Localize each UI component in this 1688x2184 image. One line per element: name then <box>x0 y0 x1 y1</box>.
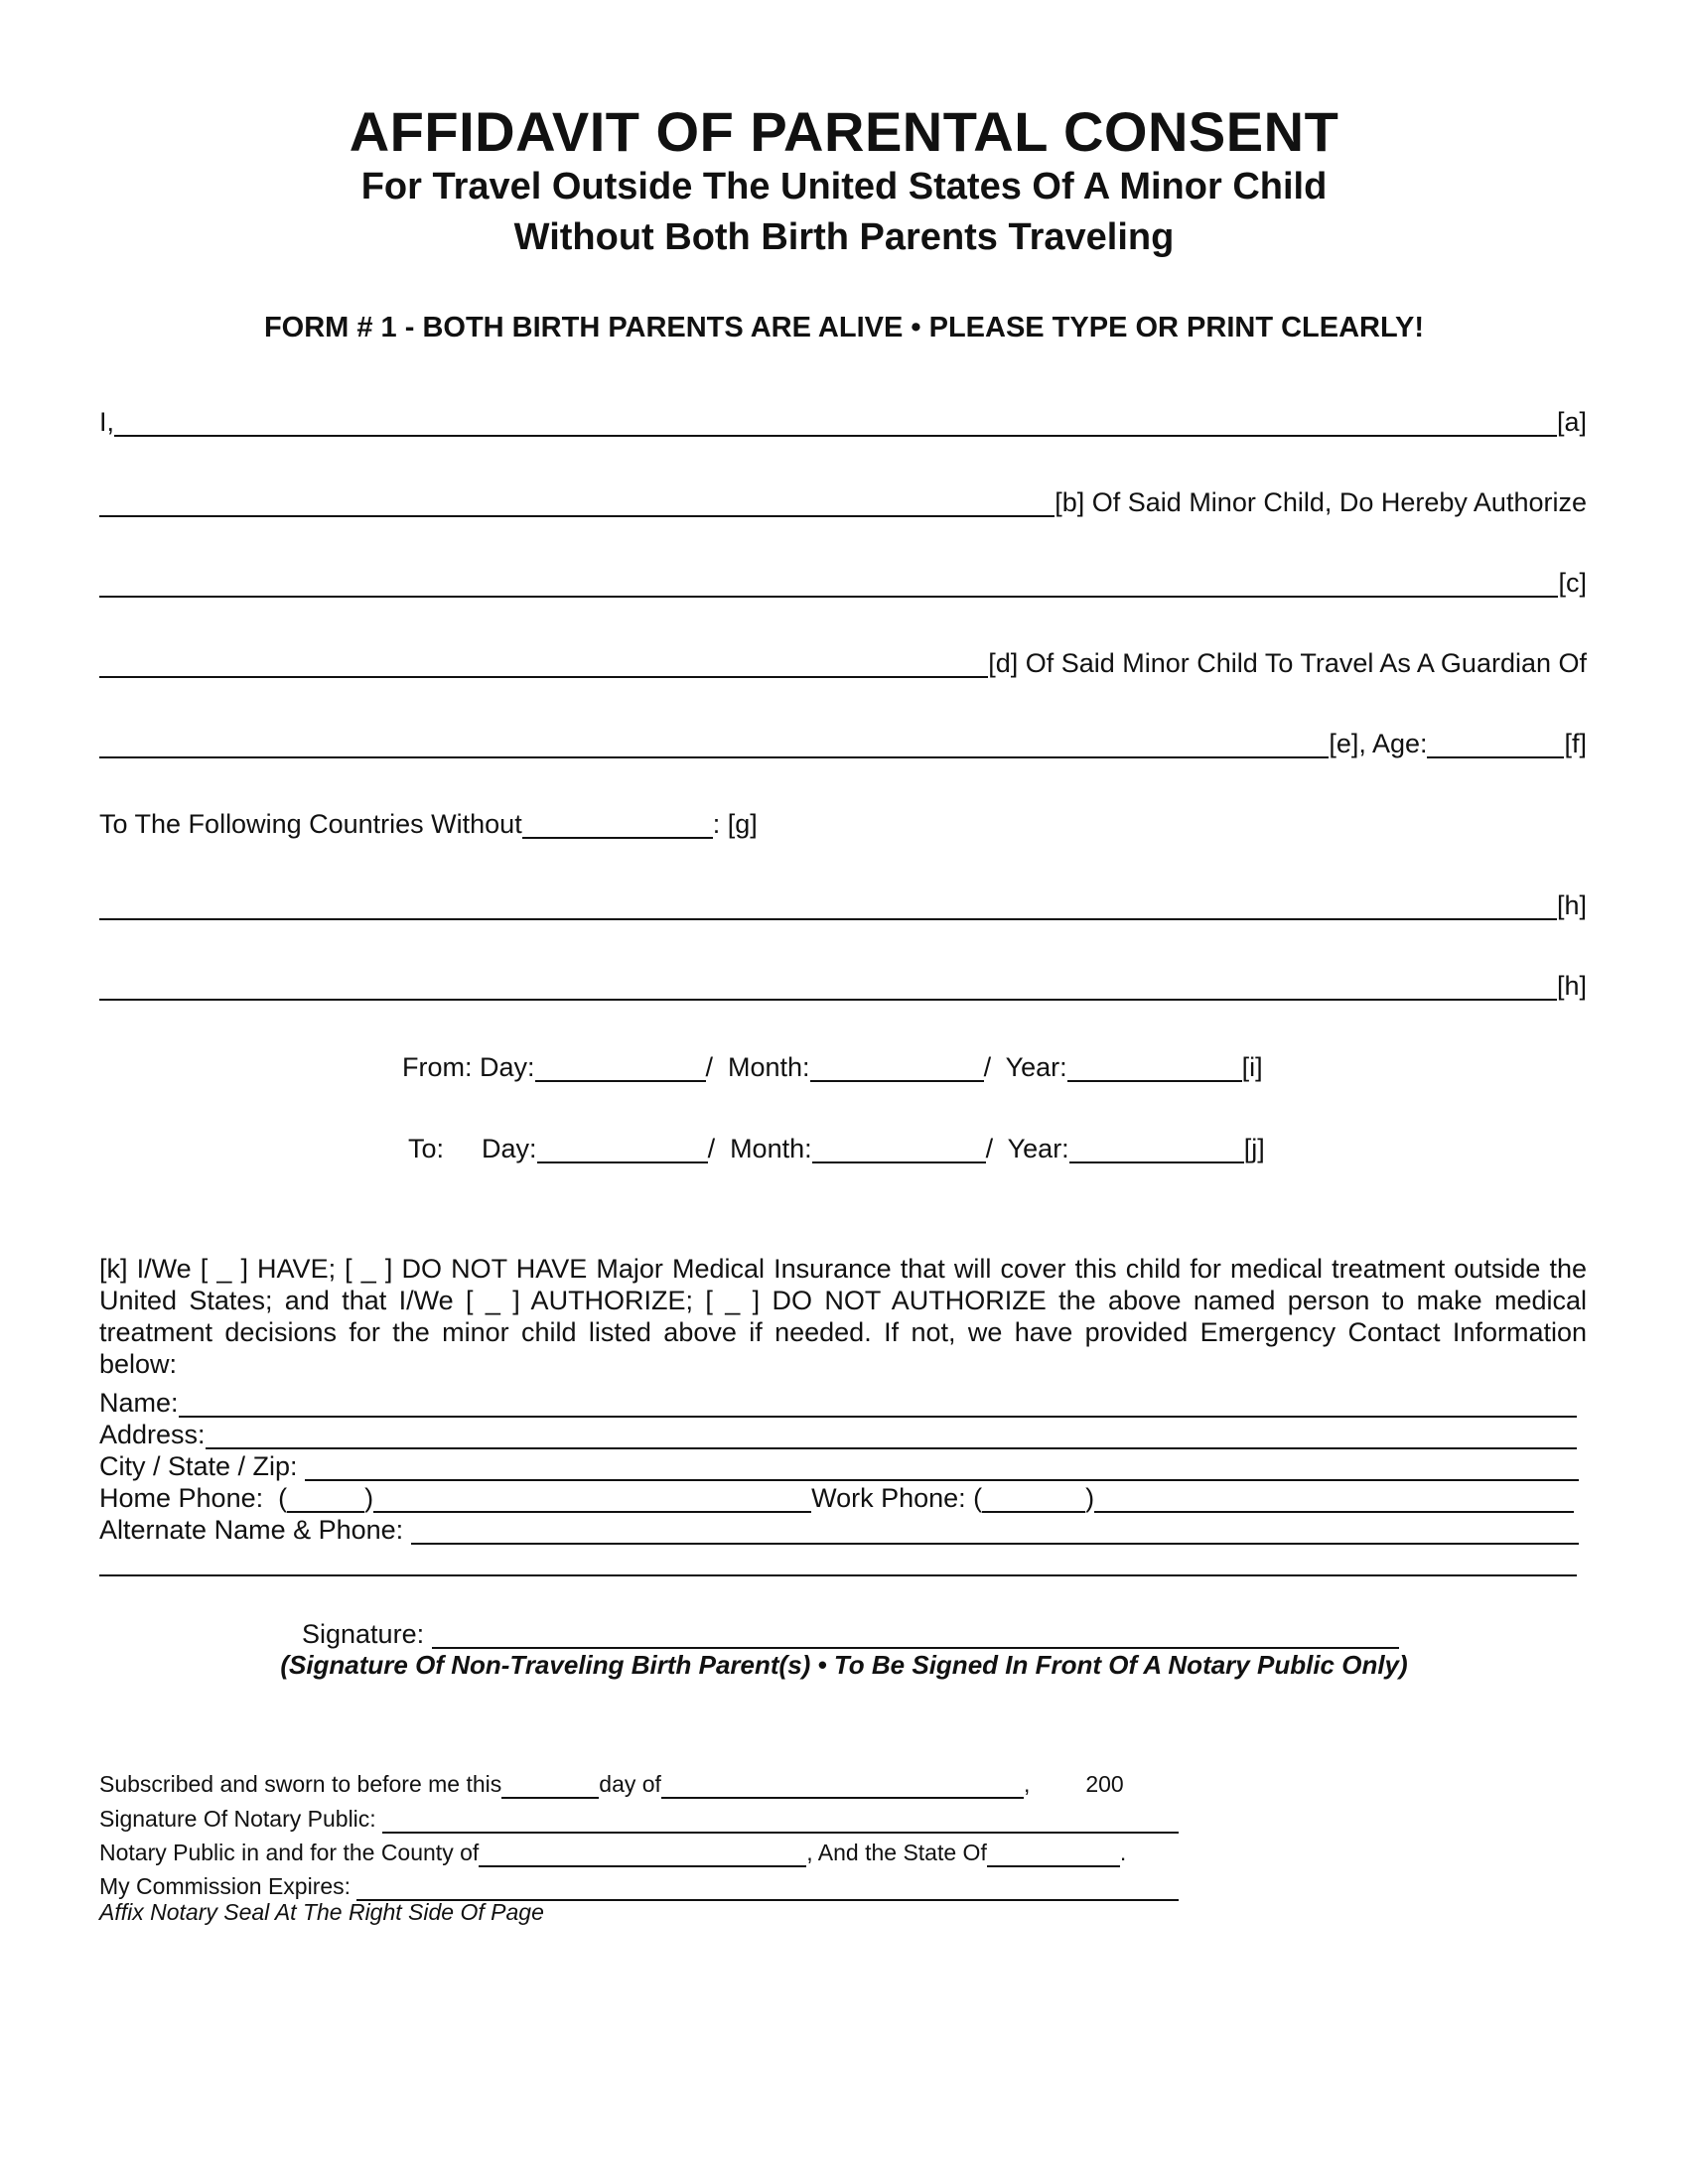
medical-insurance-paragraph: [k] I/We [ _ ] HAVE; [ _ ] DO NOT HAVE Major Medical Insurance that will cover this child for medical treatment outside the United States; and that I/We [ _ ] AUTHORIZE; [ _ ] DO NOT AUTHORIZE the above named person to make medical treatment decisions for the minor child listed above if needed. If not, we have provided Emergency Contact Information below: <box>99 1254 1587 1379</box>
field-b-label: [b] Of Said Minor Child, Do Hereby Authorize <box>1055 487 1587 517</box>
field-row-d <box>99 638 1587 678</box>
signature-line[interactable] <box>432 1621 1399 1649</box>
emergency-address-line[interactable] <box>206 1426 1577 1449</box>
emergency-name-line[interactable] <box>179 1394 1577 1418</box>
sworn-label: Subscribed and sworn to before me this <box>99 1771 502 1797</box>
home-phone-line[interactable] <box>373 1489 811 1513</box>
home-phone-paren: ) <box>364 1483 374 1513</box>
field-i-tag: [i] <box>1241 1052 1263 1082</box>
emergency-name-label: Name: <box>99 1388 179 1418</box>
home-phone-label: Home Phone: ( <box>99 1483 288 1513</box>
signature-row <box>302 1609 1399 1649</box>
field-a-line[interactable] <box>114 409 1557 437</box>
signature-label: Signature: <box>302 1619 432 1649</box>
commission-line[interactable] <box>356 1877 1179 1901</box>
field-row-g <box>99 799 1587 839</box>
field-j-tag: [j] <box>1243 1134 1265 1163</box>
emergency-city-line[interactable] <box>305 1457 1579 1481</box>
field-row-b <box>99 478 1587 517</box>
field-b-line[interactable] <box>99 489 1055 517</box>
sworn-day-line[interactable] <box>501 1775 599 1799</box>
notary-county-row <box>99 1836 1179 1867</box>
from-year-label: / Year: <box>983 1052 1067 1082</box>
sworn-day-of-label: day of <box>599 1771 661 1797</box>
notary-commission-row <box>99 1869 1179 1901</box>
emergency-extra-line[interactable] <box>99 1553 1577 1576</box>
notary-state-line[interactable] <box>987 1843 1120 1867</box>
from-month-label: / Month: <box>705 1052 810 1082</box>
field-row-h1 <box>99 881 1587 920</box>
field-a-prefix: I, <box>99 407 115 437</box>
to-year-line[interactable] <box>1069 1136 1244 1163</box>
field-f-tag: [f] <box>1564 729 1587 758</box>
field-row-a <box>99 397 1587 437</box>
field-row-h2 <box>99 961 1587 1001</box>
field-row-e <box>99 719 1587 758</box>
from-day-line[interactable] <box>535 1054 706 1082</box>
notary-signature-line[interactable] <box>382 1810 1179 1834</box>
field-h2-tag: [h] <box>1556 971 1587 1001</box>
field-c-line[interactable] <box>99 570 1558 598</box>
date-from-row <box>402 1042 1296 1082</box>
from-month-line[interactable] <box>810 1054 984 1082</box>
notary-sworn-row <box>99 1767 1177 1799</box>
home-phone-area-line[interactable] <box>287 1489 364 1513</box>
form-subtitle: For Travel Outside The United States Of A Minor Child <box>360 166 1328 207</box>
emergency-extra-row <box>99 1545 1577 1576</box>
sworn-month-line[interactable] <box>661 1775 1024 1799</box>
notary-signature-label: Signature Of Notary Public: <box>99 1806 383 1832</box>
form-instructions: FORM # 1 - BOTH BIRTH PARENTS ARE ALIVE • PLEASE TYPE OR PRINT CLEARLY! <box>263 312 1425 343</box>
form-title: AFFIDAVIT OF PARENTAL CONSENT <box>349 100 1339 163</box>
emergency-city-row <box>99 1449 1579 1481</box>
field-row-c <box>99 558 1587 598</box>
to-year-label: / Year: <box>985 1134 1069 1163</box>
field-c-tag: [c] <box>1558 568 1587 598</box>
work-phone-paren: ) <box>1085 1483 1095 1513</box>
work-phone-area-line[interactable] <box>982 1489 1085 1513</box>
sworn-year-prefix: 200 <box>1085 1771 1124 1797</box>
field-d-line[interactable] <box>99 650 988 678</box>
field-h2-line[interactable] <box>99 973 1557 1001</box>
signature-note: (Signature Of Non-Traveling Birth Parent(s) • To Be Signed In Front Of A Notary Public Only) <box>280 1650 1408 1680</box>
to-label: To: <box>408 1134 445 1163</box>
field-e-line[interactable] <box>99 731 1329 758</box>
notary-county-label: Notary Public in and for the County of <box>99 1840 480 1865</box>
emergency-name-row <box>99 1386 1577 1418</box>
to-day-label: Day: <box>482 1134 537 1163</box>
from-year-line[interactable] <box>1067 1054 1242 1082</box>
to-month-label: / Month: <box>707 1134 812 1163</box>
notary-signature-row <box>99 1802 1179 1834</box>
field-g-tag: : [g] <box>712 809 758 839</box>
field-h1-line[interactable] <box>99 892 1557 920</box>
form-subtitle-2: Without Both Birth Parents Traveling <box>513 216 1175 258</box>
notary-county-line[interactable] <box>479 1843 806 1867</box>
field-h1-tag: [h] <box>1556 890 1587 920</box>
field-a-tag: [a] <box>1556 407 1587 437</box>
notary-seal-note: Affix Notary Seal At The Right Side Of Page <box>99 1899 544 1925</box>
work-phone-line[interactable] <box>1094 1489 1574 1513</box>
to-day-line[interactable] <box>537 1136 708 1163</box>
date-to-row <box>408 1124 1302 1163</box>
sworn-comma: , <box>1023 1771 1031 1797</box>
field-e-label: [e], Age: <box>1329 729 1428 758</box>
from-day-label: From: Day: <box>402 1052 535 1082</box>
field-f-line[interactable] <box>1427 731 1564 758</box>
emergency-alternate-row <box>99 1513 1579 1545</box>
emergency-address-label: Address: <box>99 1420 206 1449</box>
commission-label: My Commission Expires: <box>99 1873 357 1899</box>
work-phone-label: Work Phone: ( <box>811 1483 983 1513</box>
emergency-address-row <box>99 1418 1577 1449</box>
alternate-contact-line[interactable] <box>411 1521 1579 1545</box>
field-g-prefix: To The Following Countries Without <box>99 809 522 839</box>
field-d-label: [d] Of Said Minor Child To Travel As A Guardian Of <box>988 648 1587 678</box>
alternate-contact-label: Alternate Name & Phone: <box>99 1515 411 1545</box>
emergency-city-label: City / State / Zip: <box>99 1451 306 1481</box>
notary-state-label: , And the State Of <box>806 1840 987 1865</box>
field-g-line[interactable] <box>522 811 713 839</box>
to-month-line[interactable] <box>812 1136 986 1163</box>
notary-period: . <box>1119 1840 1127 1865</box>
emergency-phone-row <box>99 1481 1574 1513</box>
